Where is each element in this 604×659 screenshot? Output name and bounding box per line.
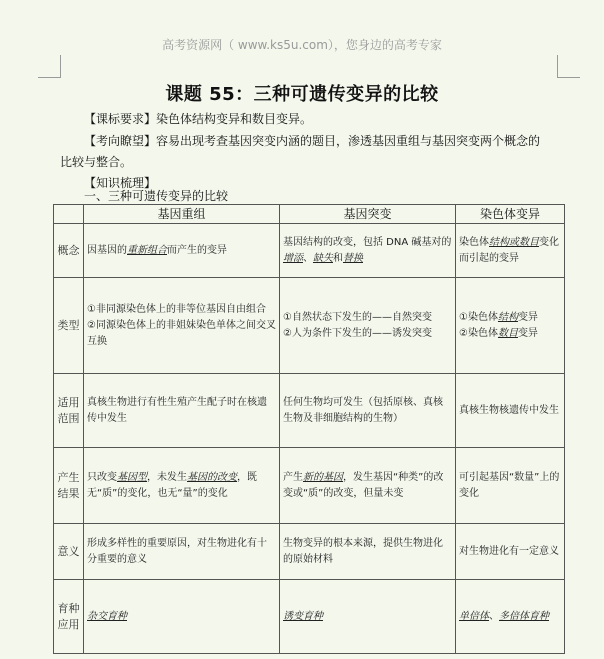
cell-text: 变异: [517, 327, 538, 339]
cell-text: ，未发生: [147, 471, 187, 483]
row-header-significance: 意义: [54, 524, 84, 580]
table-cell: [280, 448, 456, 524]
focus-label: 【考向瞭望】: [84, 134, 157, 148]
req-label: 【课标要求】: [84, 112, 157, 126]
table-row: [54, 524, 565, 580]
exam-focus-continued: 比较与整合。: [60, 155, 133, 169]
cell-text: 染色体: [459, 236, 489, 248]
table-cell: [280, 278, 456, 374]
table-header-row: [54, 205, 565, 224]
cell-line: [459, 310, 561, 326]
cell-underlined-text: 结构或数目: [489, 236, 539, 248]
table-cell: [84, 224, 280, 278]
table-cell: [456, 580, 565, 654]
row-header-breeding: 育种应用: [54, 580, 84, 654]
cell-underlined-text: 数目: [497, 327, 518, 339]
cell-text: ①染色体: [459, 311, 498, 323]
table-cell: [84, 278, 280, 374]
exam-focus: [60, 131, 584, 152]
page-header: 高考资源网（ www.ks5u.com），您身边的高考专家: [162, 38, 442, 52]
cell-text: 、: [489, 610, 499, 622]
cell-line: ①非同源染色体上的非等位基因自由组合: [87, 303, 266, 315]
cell-text: 只改变: [87, 471, 117, 483]
cell-text: ，发生基因“种类”的改变或“质”的改变，但量未变: [283, 471, 444, 499]
cell-underlined-text: 新的基因: [303, 471, 343, 483]
table-row: [54, 278, 565, 374]
table-cell: [84, 580, 280, 654]
cell-line: ①自然状态下发生的——自然突变: [283, 311, 432, 323]
table-row: [54, 224, 565, 278]
margin-corner-top-left: [38, 55, 61, 78]
cell-underlined-text: 增添: [283, 252, 303, 264]
table-cell: 真核生物核遗传中发生: [456, 374, 565, 448]
table-cell: 真核生物进行有性生殖产生配子时在核遗传中发生: [84, 374, 280, 448]
table-cell: [456, 224, 565, 278]
row-header-scope: 适用范围: [54, 374, 84, 448]
table-cell: [280, 580, 456, 654]
cell-underlined-text: 重新组合: [127, 244, 167, 256]
cell-text: 因基因的: [87, 244, 127, 256]
cell-text: 基因结构的改变，包括 DNA 碱基对的: [283, 236, 452, 248]
table-cell: [84, 448, 280, 524]
section-heading: 一、三种可遗传变异的比较: [84, 189, 229, 203]
cell-underlined-text: 基因的改变: [187, 471, 237, 483]
table-row: [54, 580, 565, 654]
cell-text: 和: [333, 252, 343, 264]
table-cell: 任何生物均可发生（包括原核、真核生物及非细胞结构的生物）: [280, 374, 456, 448]
row-header-type: 类型: [54, 278, 84, 374]
cell-line: [459, 326, 561, 342]
table-cell: [280, 224, 456, 278]
focus-text: 容易出现考查基因突变内涵的题目，渗透基因重组与基因突变两个概念的: [156, 134, 541, 148]
cell-underlined-text: 诱变育种: [283, 610, 323, 622]
cell-underlined-text: 单倍体: [459, 610, 489, 622]
table-cell: 对生物进化有一定意义: [456, 524, 565, 580]
table-cell: 可引起基因“数量”上的变化: [456, 448, 565, 524]
row-header-result: 产生结果: [54, 448, 84, 524]
table-row: [54, 448, 565, 524]
margin-corner-top-right: [557, 55, 580, 78]
cell-underlined-text: 结构: [497, 311, 518, 323]
table-row: [54, 374, 565, 448]
cell-underlined-text: 缺失: [313, 252, 333, 264]
table-header-cell: 基因重组: [84, 205, 280, 224]
table-header-cell: 基因突变: [280, 205, 456, 224]
cell-underlined-text: 基因型: [117, 471, 147, 483]
curriculum-requirement: [60, 109, 584, 130]
cell-text: 而产生的变异: [167, 244, 227, 256]
cell-line: ②人为条件下发生的——诱发突变: [283, 327, 432, 339]
table-cell: 生物变异的根本来源，提供生物进化的原始材料: [280, 524, 456, 580]
variation-comparison-table: [53, 204, 565, 654]
cell-underlined-text: 多倍体育种: [499, 610, 549, 622]
table-cell: 形成多样性的重要原因，对生物进化有十分重要的意义: [84, 524, 280, 580]
lesson-title: 课题 55：三种可遗传变异的比较: [165, 84, 439, 105]
cell-text: 、: [303, 252, 313, 264]
row-header-concept: 概念: [54, 224, 84, 278]
cell-underlined-text: 替换: [343, 252, 363, 264]
cell-text: ，既无“质”的变化，也无“量”的变化: [87, 471, 257, 499]
cell-line: ②同源染色体上的非姐妹染色单体之间交叉互换: [87, 319, 276, 347]
cell-text: 变化而引起的变异: [459, 236, 559, 264]
cell-text: 产生: [283, 471, 303, 483]
table-cell: [456, 278, 565, 374]
table-header-cell: [54, 205, 84, 224]
table-header-cell: 染色体变异: [456, 205, 565, 224]
req-text: 染色体结构变异和数目变异。: [156, 112, 313, 126]
knowledge-label: 【知识梳理】: [84, 176, 157, 190]
cell-text: ②染色体: [459, 327, 498, 339]
cell-underlined-text: 杂交育种: [87, 610, 127, 622]
cell-text: 变异: [517, 311, 538, 323]
